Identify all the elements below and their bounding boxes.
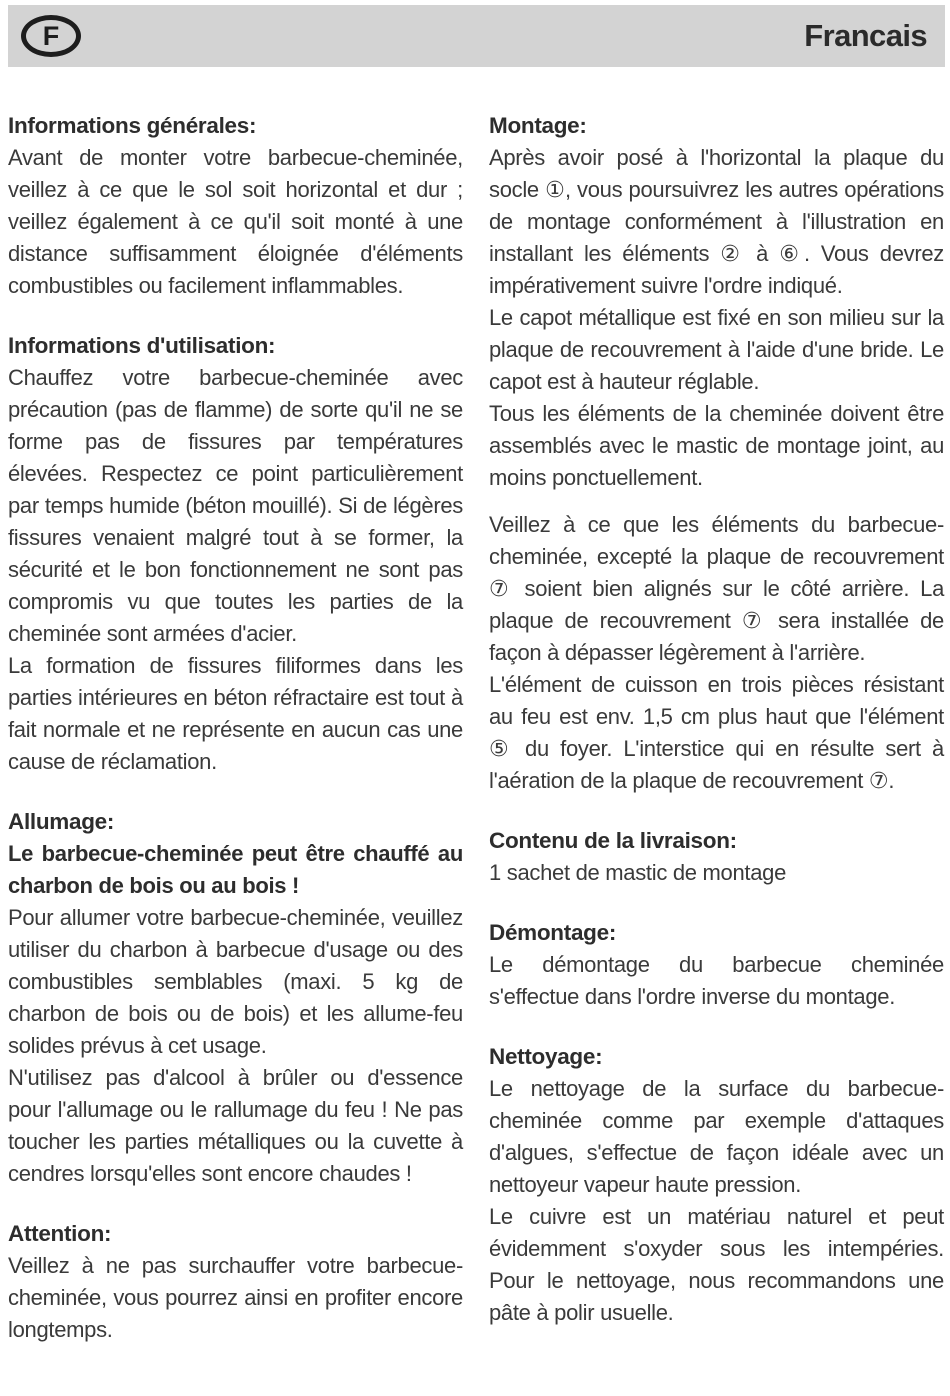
section-contenu-livraison	[489, 825, 944, 889]
section-allumage	[8, 806, 463, 1190]
section-montage	[489, 110, 944, 797]
section-nettoyage	[489, 1041, 944, 1329]
language-oval-badge	[21, 15, 81, 57]
paragraph: Veillez à ne pas surchauffer votre barbecue-cheminée, vous pourrez ainsi en profiter encore longtemps.	[8, 1253, 463, 1342]
bold-lead-paragraph: Le barbecue-cheminée peut être chauffé au charbon de bois ou au bois !	[8, 841, 463, 898]
section-heading: Démontage:	[489, 920, 617, 945]
paragraph: Veillez à ce que les éléments du barbecue-cheminée, excepté la plaque de recouvrement ⑦ soient bien alignés sur le côté arrière. La plaque de recouvrement ⑦ sera installée de façon à dépasser légèrement à l'arrière.	[489, 512, 944, 665]
paragraph: L'élément de cuisson en trois pièces résistant au feu est env. 1,5 cm plus haut que l'élément ⑤ du foyer. L'interstice qui en résulte sert à l'aération de la plaque de recouvrement ⑦.	[489, 672, 944, 793]
two-column-layout	[8, 110, 945, 1346]
left-column	[8, 110, 463, 1346]
section-attention	[8, 1218, 463, 1346]
language-header-bar	[8, 5, 945, 67]
paragraph: Le nettoyage de la surface du barbecue-cheminée comme par exemple d'attaques d'algues, s'effectue de façon idéale avec un nettoyeur vapeur haute pression.	[489, 1076, 944, 1197]
paragraph: Pour allumer votre barbecue-cheminée, veuillez utiliser du charbon à barbecue d'usage ou des combustibles semblables (maxi. 5 kg de charbon de bois ou de bois) et les allume-feu solides prévus à cet usage.	[8, 905, 463, 1058]
right-column	[489, 110, 944, 1346]
section-demontage	[489, 917, 944, 1013]
section-heading: Nettoyage:	[489, 1044, 603, 1069]
section-heading: Attention:	[8, 1221, 112, 1246]
paragraph: Avant de monter votre barbecue-cheminée, veillez à ce que le sol soit horizontal et dur ; veillez également à ce qu'il soit monté à une distance suffisamment éloignée d'éléments combustibles ou facilement inflammables.	[8, 145, 463, 298]
paragraph: Le démontage du barbecue cheminée s'effectue dans l'ordre inverse du montage.	[489, 952, 944, 1009]
language-letter: F	[42, 20, 60, 51]
language-name: Francais	[804, 18, 927, 53]
section-heading: Informations générales:	[8, 113, 257, 138]
paragraph: Tous les éléments de la cheminée doivent être assemblés avec le mastic de montage joint, au moins ponctuellement.	[489, 401, 944, 490]
section-heading: Informations d'utilisation:	[8, 333, 276, 358]
section-heading: Allumage:	[8, 809, 115, 834]
paragraph: 1 sachet de mastic de montage	[489, 860, 787, 885]
section-heading: Contenu de la livraison:	[489, 828, 737, 853]
paragraph: N'utilisez pas d'alcool à brûler ou d'essence pour l'allumage ou le rallumage du feu ! Ne pas toucher les parties métalliques ou la cuvette à cendres lorsqu'elles sont encore chaudes !	[8, 1065, 463, 1186]
section-informations-utilisation	[8, 330, 463, 778]
paragraph: Le capot métallique est fixé en son milieu sur la plaque de recouvrement à l'aide d'une bride. Le capot est à hauteur réglable.	[489, 305, 944, 394]
section-heading: Montage:	[489, 113, 587, 138]
paragraph: Après avoir posé à l'horizontal la plaque du socle ①, vous poursuivrez les autres opérations de montage conformément à l'illustration en installant les éléments ② à ⑥. Vous devrez impérativement suivre l'ordre indiqué.	[489, 145, 944, 298]
paragraph: Chauffez votre barbecue-cheminée avec précaution (pas de flamme) de sorte qu'il ne se forme pas de fissures par températures élevées. Respectez ce point particulièrement par temps humide (béton mouillé). Si de légères fissures venaient malgré tout à se former, la sécurité et le bon fonctionnement ne sont pas compromis vu que toutes les parties de la cheminée sont armées d'acier.	[8, 365, 463, 646]
section-informations-generales	[8, 110, 463, 302]
paragraph: La formation de fissures filiformes dans les parties intérieures en béton réfractaire est tout à fait normale et ne représente en aucun cas une cause de réclamation.	[8, 653, 463, 774]
paragraph: Le cuivre est un matériau naturel et peut évidemment s'oxyder sous les intempéries. Pour le nettoyage, nous recommandons une pâte à polir usuelle.	[489, 1204, 944, 1325]
